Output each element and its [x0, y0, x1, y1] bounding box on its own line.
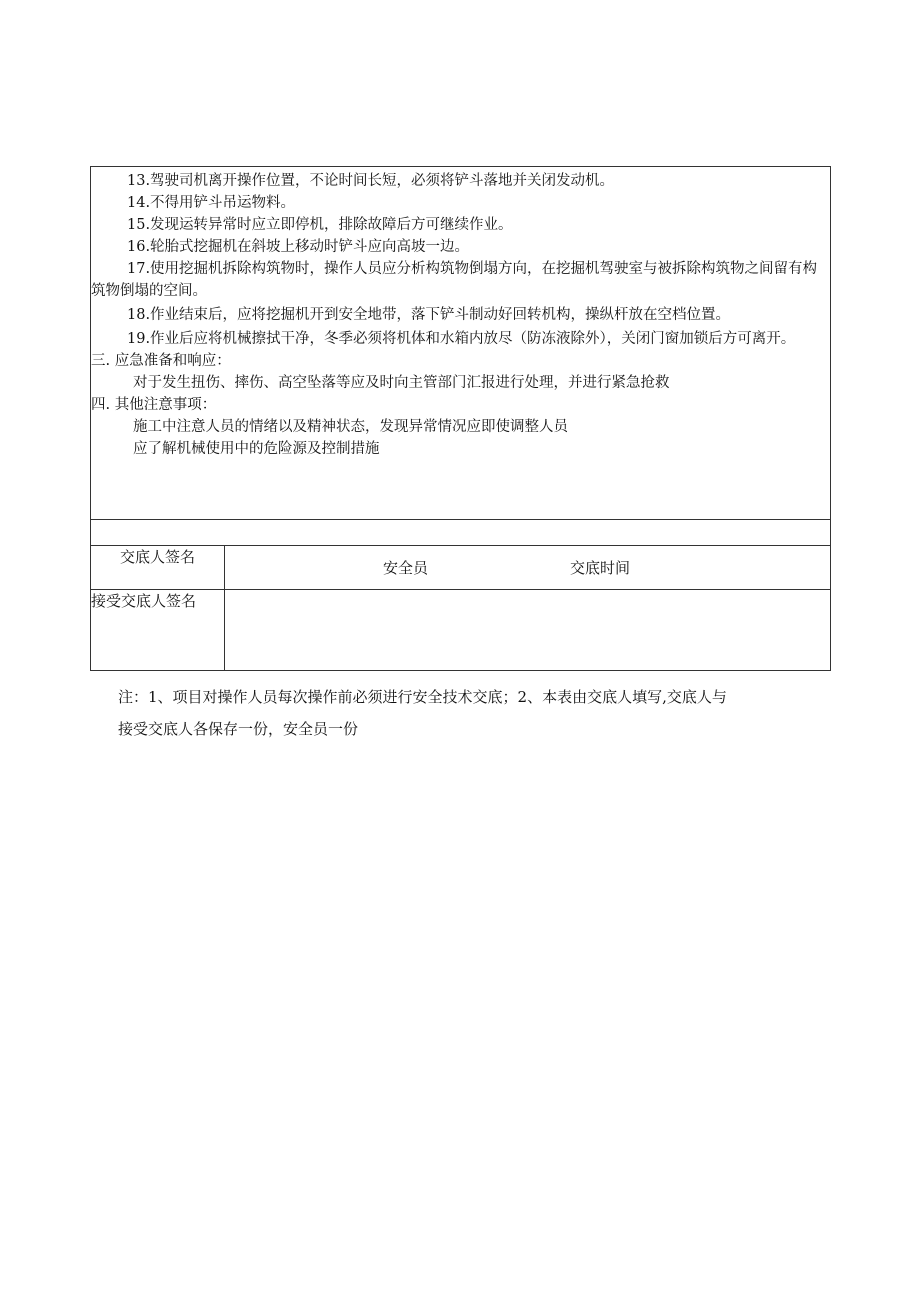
section4-heading: 四. 其他注意事项：	[91, 397, 217, 413]
section4-text: 施工中注意人员的情绪以及精神状态，发现异常情况应即使调整人员	[133, 419, 568, 435]
footnote-line-1: 注：1、项目对操作人员每次操作前必须进行安全技术交底；2、本表由交底人填写,交底人与	[118, 688, 727, 706]
section3-heading: 三. 应急准备和响应：	[91, 353, 231, 369]
section3-text: 对于发生扭伤、摔伤、高空坠落等应及时向主管部门汇报进行处理，并进行紧急抢救	[133, 375, 670, 391]
item-15: 15.发现运转异常时应立即停机，排除故障后方可继续作业。	[127, 217, 513, 233]
receiver-label: 接受交底人签名	[91, 590, 225, 671]
discloser-signature-cell[interactable]	[225, 546, 831, 590]
disclosure-form	[90, 166, 830, 671]
content-body	[91, 167, 830, 460]
safety-officer-label: 安全员	[383, 559, 429, 577]
receiver-signature-cell[interactable]	[225, 590, 831, 671]
item-13: 13.驾驶司机离开操作位置，不论时间长短，必须将铲斗落地并关闭发动机。	[127, 173, 615, 189]
form-table	[90, 166, 831, 671]
section4-cut-text: 应了解机械使用中的危险源及控制措施	[133, 441, 380, 457]
blank-row	[91, 520, 831, 546]
item-14: 14.不得用铲斗吊运物料。	[127, 195, 296, 211]
item-18: 18.作业结束后，应将挖掘机开到安全地带，落下铲斗制动好回转机构，操纵杆放在空档位置。	[127, 307, 731, 323]
item-19: 19.作业后应将机械擦拭干净，冬季必须将机体和水箱内放尽（防冻液除外），关闭门窗加锁后方可离开。	[127, 331, 796, 347]
item-16: 16.轮胎式挖掘机在斜坡上移动时铲斗应向高坡一边。	[127, 239, 470, 255]
discloser-label: 交底人签名	[91, 546, 225, 590]
disclosure-time-label: 交底时间	[570, 559, 631, 577]
item-17: 17.使用挖掘机拆除构筑物时，操作人员应分析构筑物倒塌方向，在挖掘机驾驶室与被拆除构筑物之间留有构筑物倒塌的空间。	[91, 261, 818, 299]
footnote-line-2: 接受交底人各保存一份，安全员一份	[118, 720, 359, 738]
footnote	[118, 681, 838, 745]
content-cell	[91, 167, 831, 520]
